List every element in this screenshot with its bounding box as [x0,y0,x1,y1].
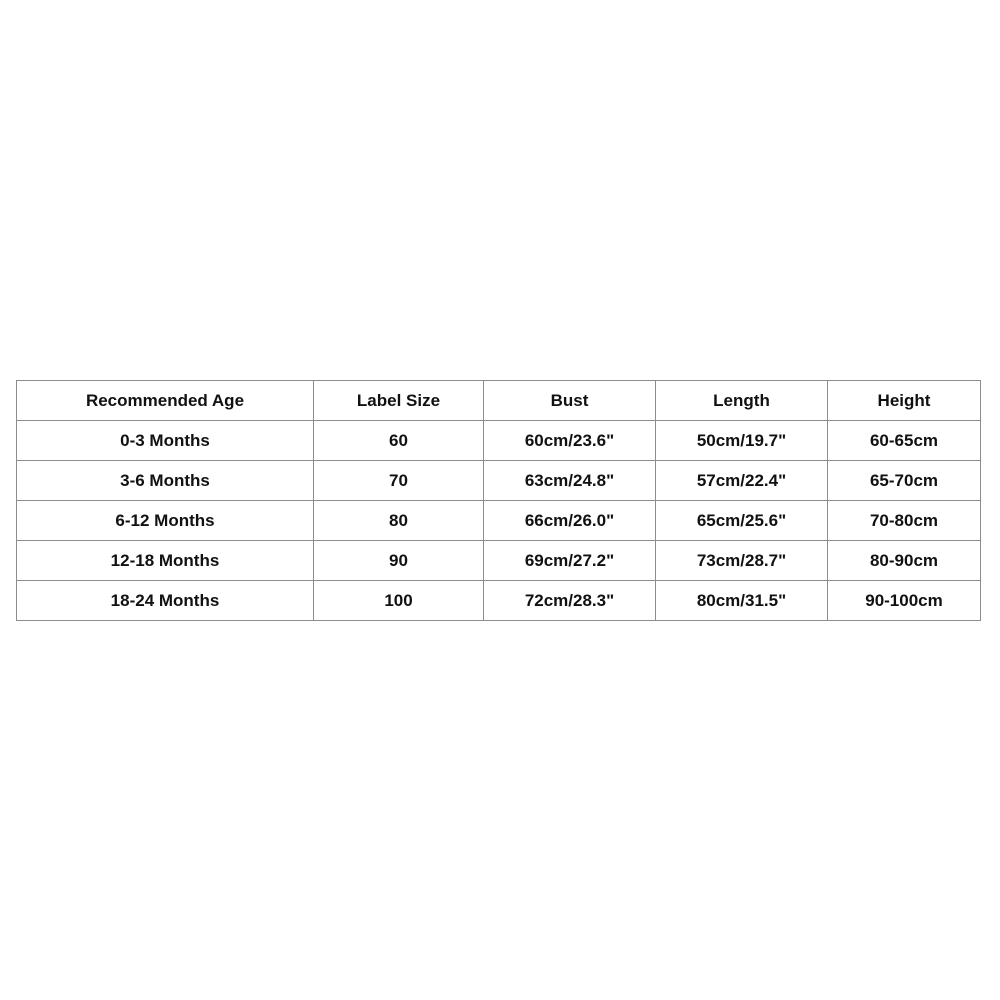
header-bust: Bust [484,381,656,421]
cell-age: 3-6 Months [17,461,314,501]
cell-label-size: 60 [314,421,484,461]
cell-bust: 72cm/28.3" [484,581,656,621]
cell-bust: 69cm/27.2" [484,541,656,581]
cell-length: 57cm/22.4" [656,461,828,501]
cell-label-size: 100 [314,581,484,621]
cell-bust: 66cm/26.0" [484,501,656,541]
table-row [17,461,981,501]
cell-age: 6-12 Months [17,501,314,541]
cell-height: 60-65cm [828,421,981,461]
table-header-row [17,381,981,421]
header-length: Length [656,381,828,421]
cell-age: 0-3 Months [17,421,314,461]
cell-length: 50cm/19.7" [656,421,828,461]
header-label-size: Label Size [314,381,484,421]
cell-label-size: 90 [314,541,484,581]
cell-label-size: 70 [314,461,484,501]
cell-bust: 60cm/23.6" [484,421,656,461]
header-height: Height [828,381,981,421]
table-row [17,501,981,541]
table-row [17,421,981,461]
cell-height: 90-100cm [828,581,981,621]
cell-age: 18-24 Months [17,581,314,621]
cell-label-size: 80 [314,501,484,541]
cell-length: 65cm/25.6" [656,501,828,541]
header-recommended-age: Recommended Age [17,381,314,421]
size-chart-table [16,380,981,621]
table-row [17,541,981,581]
cell-height: 70-80cm [828,501,981,541]
cell-height: 65-70cm [828,461,981,501]
cell-height: 80-90cm [828,541,981,581]
cell-length: 80cm/31.5" [656,581,828,621]
cell-length: 73cm/28.7" [656,541,828,581]
cell-age: 12-18 Months [17,541,314,581]
cell-bust: 63cm/24.8" [484,461,656,501]
table-row [17,581,981,621]
